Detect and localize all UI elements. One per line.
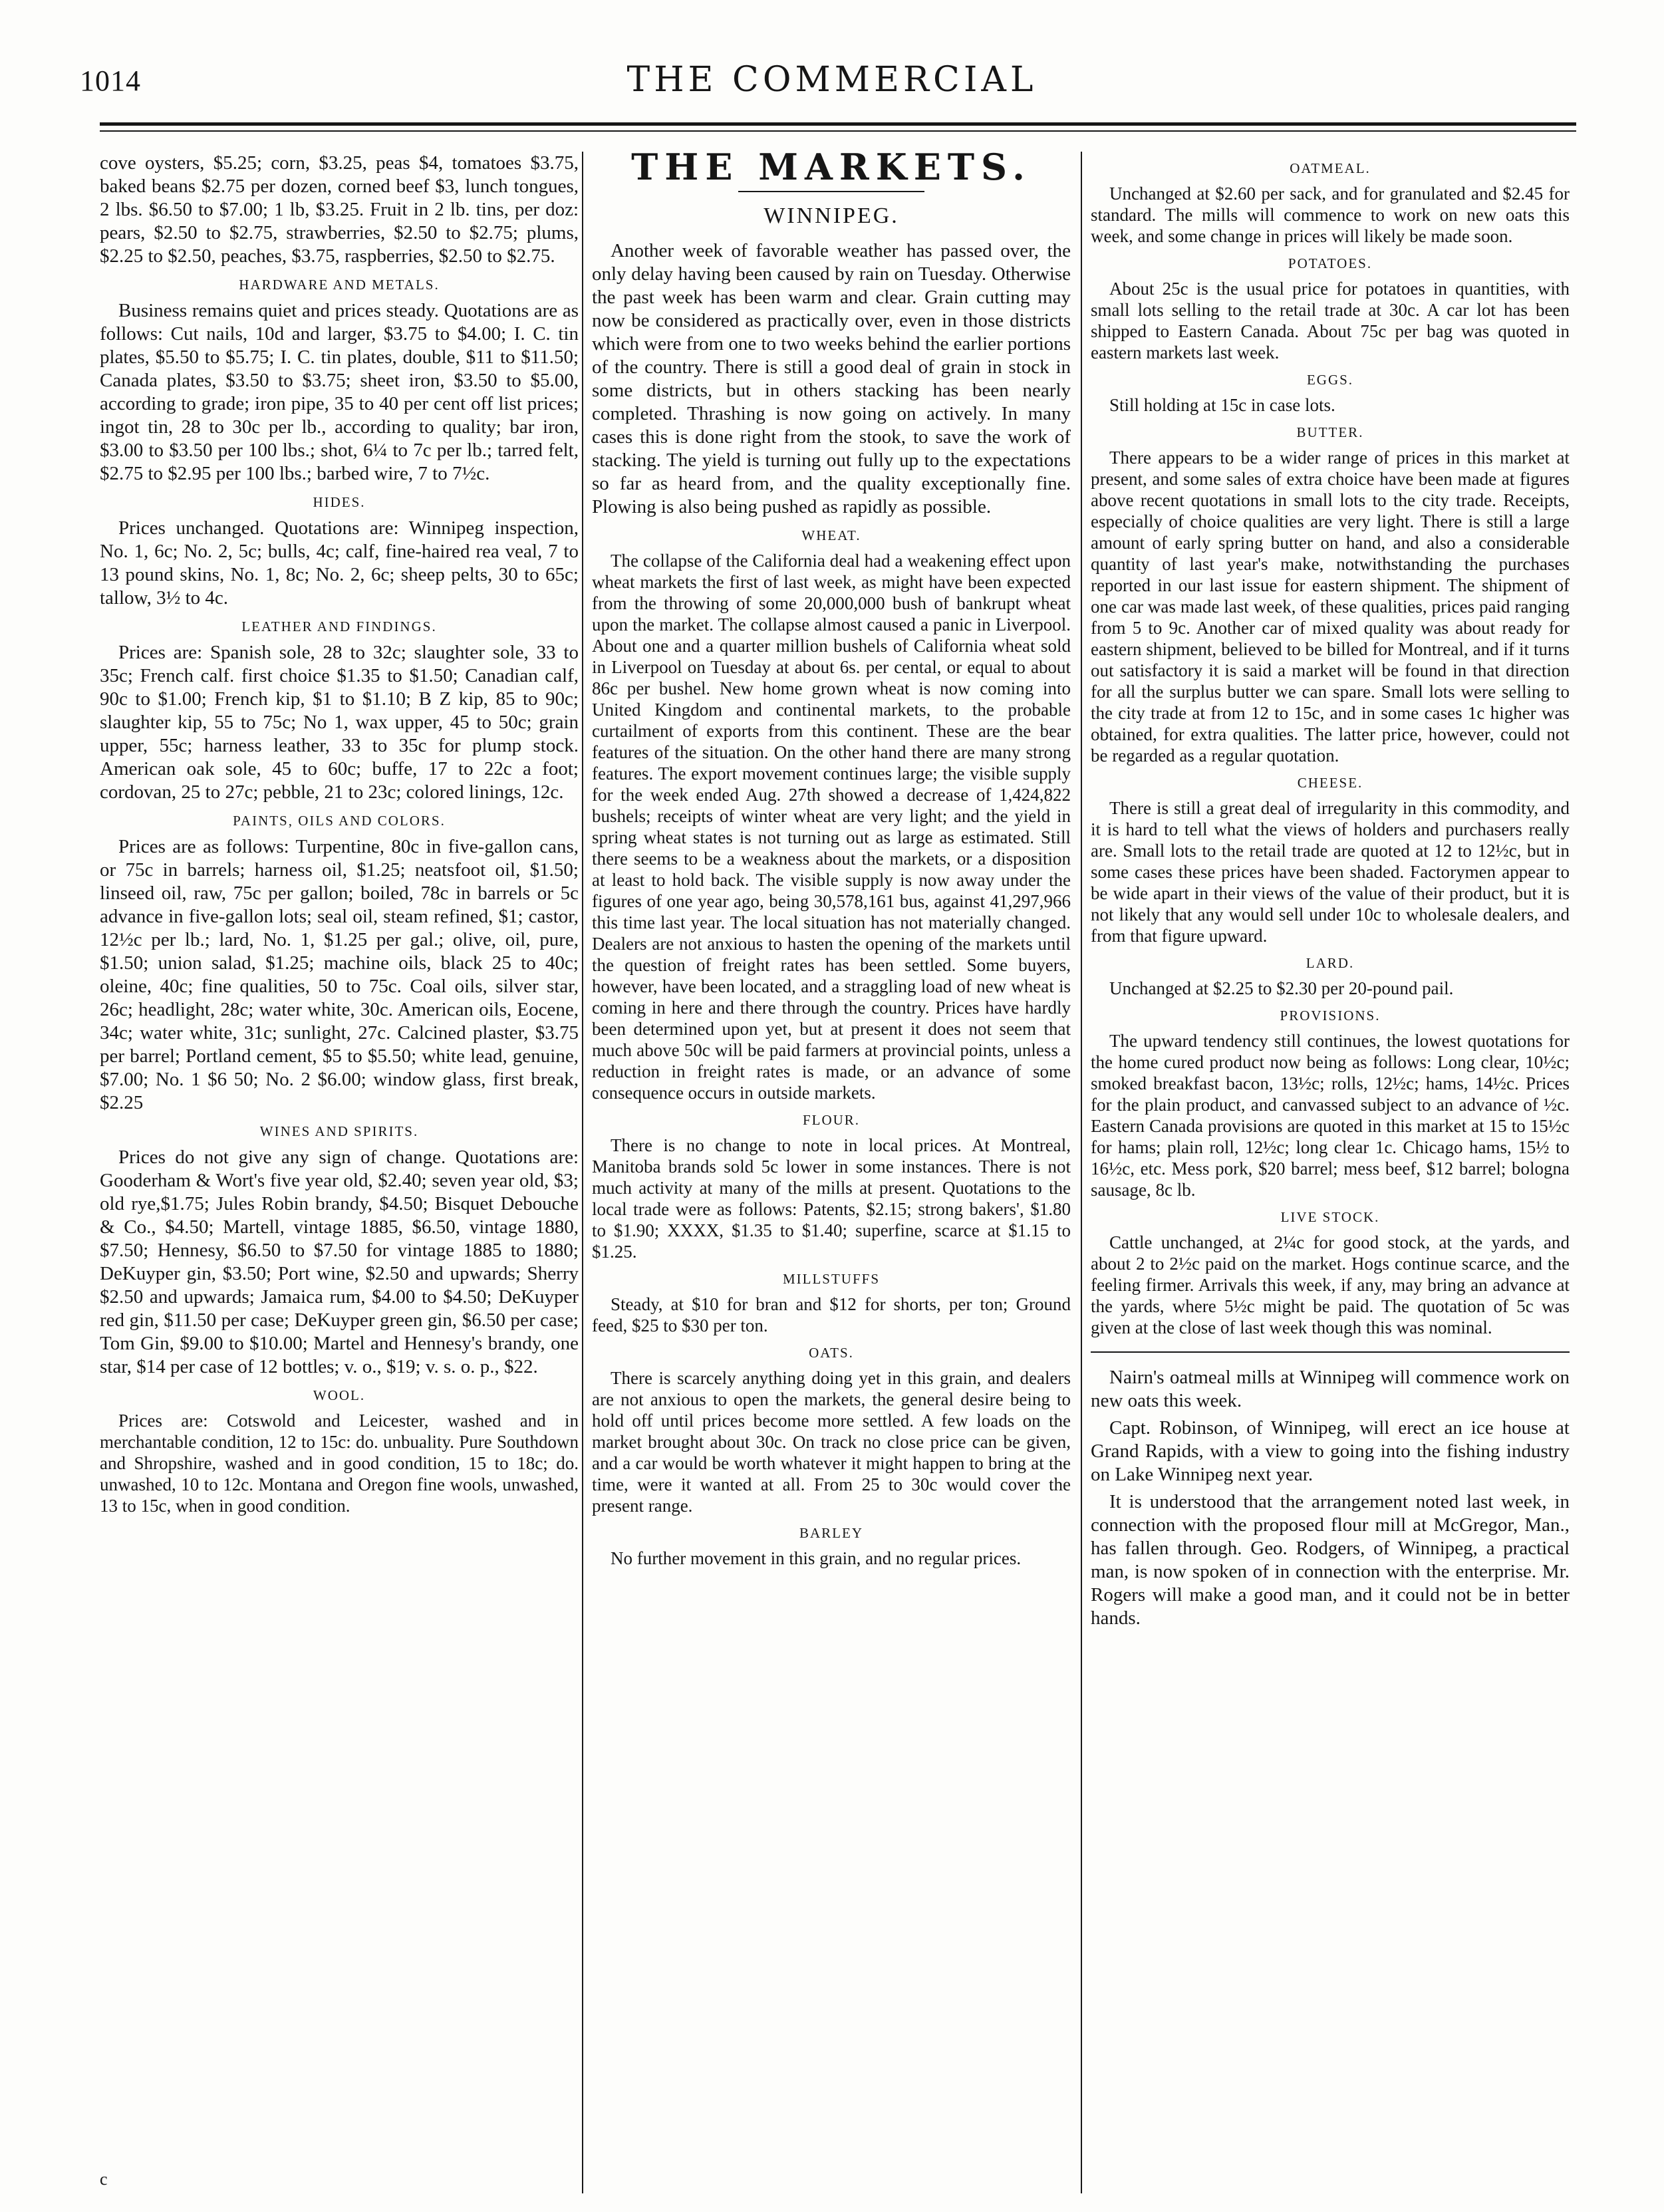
page-number: 1014 xyxy=(80,65,141,97)
wool-paragraph: Prices are: Cotswold and Leicester, washed and in merchantable condition, 12 to 15c: do. unbuality. Pure Southdown and Shropshire, washed and in good condition, 15 to 18c; do. unwashed, 10 to 12c. Montana and Oregon fine wools, unwashed, 13 to 15c, when in good condition. xyxy=(100,1411,579,1516)
masthead: THE COMMERCIAL xyxy=(626,60,1038,100)
oats-heading: OATS. xyxy=(809,1345,854,1361)
hides-heading: HIDES. xyxy=(313,494,366,510)
paints-paragraph: Prices are as follows: Turpentine, 80c in five-gallon cans, or 75c in barrels; harness oil, $1.25; neatsfoot oil, $1.50; linseed oil, raw, 75c per gallon; boiled, 78c in barrels or 5c advance in five-gallon lots; seal oil, steam refined, $1; castor, 12½c per lb.; lard, No. 1, $1.25 per gal.; olive, oil, pure, $1.50; union salad, $1.25; machine oils, black 25 to 40c; oleine, 40c; fine qualities, 50 to 75c. Coal oils, silver star, 26c; headlight, 28c; water white, 30c. American oils, Eocene, 34c; water white, 31c; sunlight, 27c. Calcined plaster, $3.75 per barrel; Portland cement, $5 to $5.50; white lead, genuine, $7.00; No. 1 $6 50; No. 2 $6.00; window glass, first break, $2.25 xyxy=(100,836,579,1113)
column-left xyxy=(100,152,579,2180)
millstuffs-heading: MILLSTUFFS xyxy=(782,1271,881,1287)
barley-heading: BARLEY xyxy=(799,1525,863,1541)
column-rule xyxy=(582,152,583,2193)
barley-paragraph: No further movement in this grain, and no regular prices. xyxy=(611,1548,1022,1568)
oatmeal-paragraph: Unchanged at $2.60 per sack, and for granulated and $2.45 for standard. The mills will commence to work on new oats this week, and some change in prices will likely be made soon. xyxy=(1091,184,1570,246)
eggs-paragraph: Still holding at 15c in case lots. xyxy=(1109,395,1335,415)
news-item-oatmeal-mills: Nairn's oatmeal mills at Winnipeg will commence work on new oats this week. xyxy=(1091,1367,1570,1411)
potatoes-paragraph: About 25c is the usual price for potatoes in quantities, with small lots selling to the retail trade at 30c. A car lot has been shipped to Eastern Canada. About 75c per bag was quoted in eastern markets last week. xyxy=(1091,279,1570,362)
livestock-paragraph: Cattle unchanged, at 2¼c for good stock, at the yards, and about 2 to 2½c paid on the market. Hogs continue scarce, and the feeling firmer. Arrivals this week, if any, may bring an advance at the yards, where 5½c might be paid. The quotation of 5c was given at the close of last week though this was nominal. xyxy=(1091,1232,1570,1337)
title-divider xyxy=(738,191,924,192)
oatmeal-heading: OATMEAL. xyxy=(1290,160,1371,176)
leather-paragraph: Prices are: Spanish sole, 28 to 32c; slaughter sole, 33 to 35c; French calf. first choice $1.35 to $1.50; Canadian calf, 90c to $1.00; French kip, $1 to $1.10; B Z kip, 85 to 90c; slaughter kip, 55 to 75c; No 1, wax upper, 45 to 50c; grain upper, 55c; harness leather, 33 to 35c for plump stock. American oak sole, 45 to 60c; buffe, 17 to 22c a foot; cordovan, 25 to 27c; pebble, 21 to 23c; colored linings, 12c. xyxy=(100,642,579,803)
butter-paragraph: There appears to be a wider range of prices in this market at present, and some sales of extra choice have been made at figures above recent quotations in small lots to the city trade. Receipts, especially of choice qualities are very light. There is still a large amount of early spring butter on hand, and also a considerable quantity of last year's make, notwithstanding the purchases reported in our last issue for eastern shipment. The shipment of one car was made last week, of these qualities, prices paid ranging from 5 to 9c. Another car of mixed quality was about ready for eastern shipment, believed to be billed for Montreal, and if it turns out satisfactory it is said a market will be found in that direction for all the surplus butter we can spare. Small lots were selling to the city trade at from 12 to 15c, and in some cases 1c higher was obtained, for extra qualities. The latter price, however, could not be regarded as a regular quotation. xyxy=(1091,448,1570,765)
flour-heading: FLOUR. xyxy=(802,1112,861,1128)
millstuffs-paragraph: Steady, at $10 for bran and $12 for shorts, per ton; Ground feed, $25 to $30 per ton. xyxy=(592,1294,1071,1335)
header-rule xyxy=(100,122,1576,126)
wines-paragraph: Prices do not give any sign of change. Quotations are: Gooderham & Wort's five year old, $2.40; seven year old, $3; old rye,$1.75; Jules Robin brandy, $4.50; Bisquet Debouche & Co., $4.50; Martell, vintage 1885, $6.50, vintage 1880, $7.50; Hennesy, $6.50 to $7.50 for vintage 1885 to 1880; DeKuyper gin, $3.50; Port wine, $2.50 and upwards; Sherry $2.50 and upwards; Jamaica rum, $4.00 to $4.50; DeKuyper red gin, $11.50 per case; DeKuyper green gin, $6.50 per case; Tom Gin, $9.00 to $10.00; Martel and Hennesy's brandy, one star, $14 per case of 12 bottles; v. o., $19; v. s. o. p., $22. xyxy=(100,1147,579,1377)
markets-title: THE MARKETS. xyxy=(631,152,1032,188)
provisions-heading: PROVISIONS. xyxy=(1280,1008,1381,1024)
news-item-ice-house: Capt. Robinson, of Winnipeg, will erect an ice house at Grand Rapids, with a view to going into the fishing industry on Lake Winnipeg next year. xyxy=(1091,1417,1570,1485)
eggs-heading: EGGS. xyxy=(1306,372,1354,388)
markets-intro-paragraph: Another week of favorable weather has passed over, the only delay having been caused by rain on Tuesday. Otherwise the past week has been warm and clear. Grain cutting may now be considered as practically over, even in those districts which were from one to two weeks behind the earlier portions of the country. There is still a good deal of grain in stock in some districts, but in others stacking has been nearly completed. Thrashing is now going on actively. In many cases this is done right from the stook, to save the work of stacking. The yield is turning out fully up to the expectations so far as heard from, and the quality exceptionally fine. Plowing is also being pushed as rapidly as possible. xyxy=(592,240,1071,517)
leather-heading: LEATHER AND FINDINGS. xyxy=(241,619,437,634)
hardware-paragraph: Business remains quiet and prices steady. Quotations are as follows: Cut nails, 10d and larger, $3.75 to $4.00; I. C. tin plates, $5.50 to $5.75; I. C. tin plates, double, $11 to $11.50; Canada plates, $3.50 to $3.75; sheet iron, $3.50 to $5.00, according to grade; iron pipe, 35 to 40 per cent off list prices; ingot tin, 28 to 30c per lb., according to quality; bar iron, $3.00 to $3.50 per 100 lbs.; shot, 6¼ to 7c per lb.; tarred felt, $2.75 to $2.95 per 100 lbs.; barbed wire, 7 to 7½c. xyxy=(100,300,579,484)
provisions-paragraph: The upward tendency still continues, the lowest quotations for the home cured product now being as follows: Long clear, 10½c; smoked breakfast bacon, 13½c; rolls, 12½c; hams, 14½c. Prices for the plain product, and canvassed subject to an advance of ½c. Eastern Canada provisions are quoted in this market at 15 to 15½c for hams; plain roll, 12½c; long clear 1c. Chicago hams, 15½ to 16½c, etc. Mess pork, $20 barrel; mess beef, $12 barrel; bologna sausage, 8c lb. xyxy=(1091,1031,1570,1200)
markets-subtitle: WINNIPEG. xyxy=(763,204,899,228)
wheat-paragraph: The collapse of the California deal had a weakening effect upon wheat markets the first of last week, as might have been expected from the throwing of some 20,000,000 bush of bankrupt wheat upon the market. The collapse almost caused a panic in Liverpool. About one and a quarter million bushels of California wheat sold in Liverpool on Tuesday at about 6s. per cental, or equal to about 86c per bushel. New home grown wheat is now coming into United Kingdom and continental markets, to the probable curtailment of exports from this continent. These are the bear features of the situation. On the other hand there are many strong features. The export movement continues large; the visible supply for the week ended Aug. 27th showed a decrease of 1,424,822 bushels; receipts of winter wheat are very light; and the yield in spring wheat states is not turning out as large as estimated. Still there seems to be a weakness about the markets, or a disposition at least to hold back. The visible supply is now away under the figures of one year ago, being 30,578,161 bus, against 41,297,966 this time last year. The local situation has not materially changed. Dealers are not anxious to hasten the opening of the markets until the question of freight rates has been settled. Some buyers, however, have been located, and a straggling load of new wheat is coming in here and there through the country. Prices have hardly been determined upon yet, but at present it does not seem that much above 50c will be paid farmers at provincial points, unless a reduction in freight rates is made, or an advance of some consequence occurs in outside markets. xyxy=(592,551,1071,1103)
livestock-heading: LIVE STOCK. xyxy=(1280,1209,1380,1225)
hides-paragraph: Prices unchanged. Quotations are: Winnipeg inspection, No. 1, 6c; No. 2, 5c; bulls, 4c; calf, fine-haired rea veal, 7 to 13 pound skins, No. 1, 8c; No. 2, 6c; sheep pelts, 30 to 65c; tallow, 3½ to 4c. xyxy=(100,517,579,609)
cheese-heading: CHEESE. xyxy=(1297,775,1363,791)
lard-paragraph: Unchanged at $2.25 to $2.30 per 20-pound pail. xyxy=(1109,978,1454,998)
lard-heading: LARD. xyxy=(1306,955,1355,971)
stray-mark: c xyxy=(100,2169,108,2189)
canned-goods-paragraph: cove oysters, $5.25; corn, $3.25, peas $4, tomatoes $3.75, baked beans $2.75 per dozen, corned beef $3, lunch tongues, 2 lbs. $6.50 to $7.00; 1 lb, $3.25. Fruit in 2 lb. tins, per doz: pears, $2.50 to $2.75, strawberries, $2.50 to $2.75; plums, $2.25 to $2.50, peaches, $3.75, raspberries, $2.50 to $2.75. xyxy=(100,152,579,267)
hardware-heading: HARDWARE AND METALS. xyxy=(239,277,440,293)
paints-heading: PAINTS, OILS AND COLORS. xyxy=(233,813,446,829)
column-rule xyxy=(1081,152,1082,2193)
oats-paragraph: There is scarcely anything doing yet in this grain, and dealers are not anxious to open the markets, the general desire being to hold off until prices become more settled. A few loads on the market brought about 30c. On track no close price can be given, and a car would be worth whatever it might happen to bring at the time, were it wanted at all. From 25 to 30c would cover the present range. xyxy=(592,1368,1071,1516)
column-right xyxy=(1091,152,1570,2180)
flour-paragraph: There is no change to note in local prices. At Montreal, Manitoba brands sold 5c lower in some instances. There is not much activity at many of the mills at present. Quotations to the local trade were as follows: Patents, $2.15; strong bakers', $1.80 to $1.90; XXXX, $1.35 to $1.40; superfine, scarce at $1.15 to $1.25. xyxy=(592,1135,1071,1262)
section-separator xyxy=(1091,1351,1570,1353)
wines-heading: WINES AND SPIRITS. xyxy=(259,1123,419,1139)
butter-heading: BUTTER. xyxy=(1296,424,1364,440)
news-item-flour-mill: It is understood that the arrangement noted last week, in connection with the proposed flour mill at McGregor, Man., has fallen through. Geo. Rodgers, of Winnipeg, a practical man, is now spoken of in connection with the enterprise. Mr. Rogers will make a good man, and it could not be in better hands. xyxy=(1091,1491,1570,1629)
cheese-paragraph: There is still a great deal of irregularity in this commodity, and it is hard to tell what the views of holders and purchasers really are. Small lots to the retail trade are quoted at 12 to 12½c, but in some cases these prices have been shaded. Factorymen appear to be wide apart in their views of the value of their product, but it is not likely that any would sell under 10c to wholesale dealers, and from that figure upward. xyxy=(1091,798,1570,946)
potatoes-heading: POTATOES. xyxy=(1288,255,1373,271)
column-middle xyxy=(592,152,1071,2180)
header-rule-thin xyxy=(100,130,1576,132)
wheat-heading: WHEAT. xyxy=(801,527,861,543)
wool-heading: WOOL. xyxy=(313,1387,366,1403)
